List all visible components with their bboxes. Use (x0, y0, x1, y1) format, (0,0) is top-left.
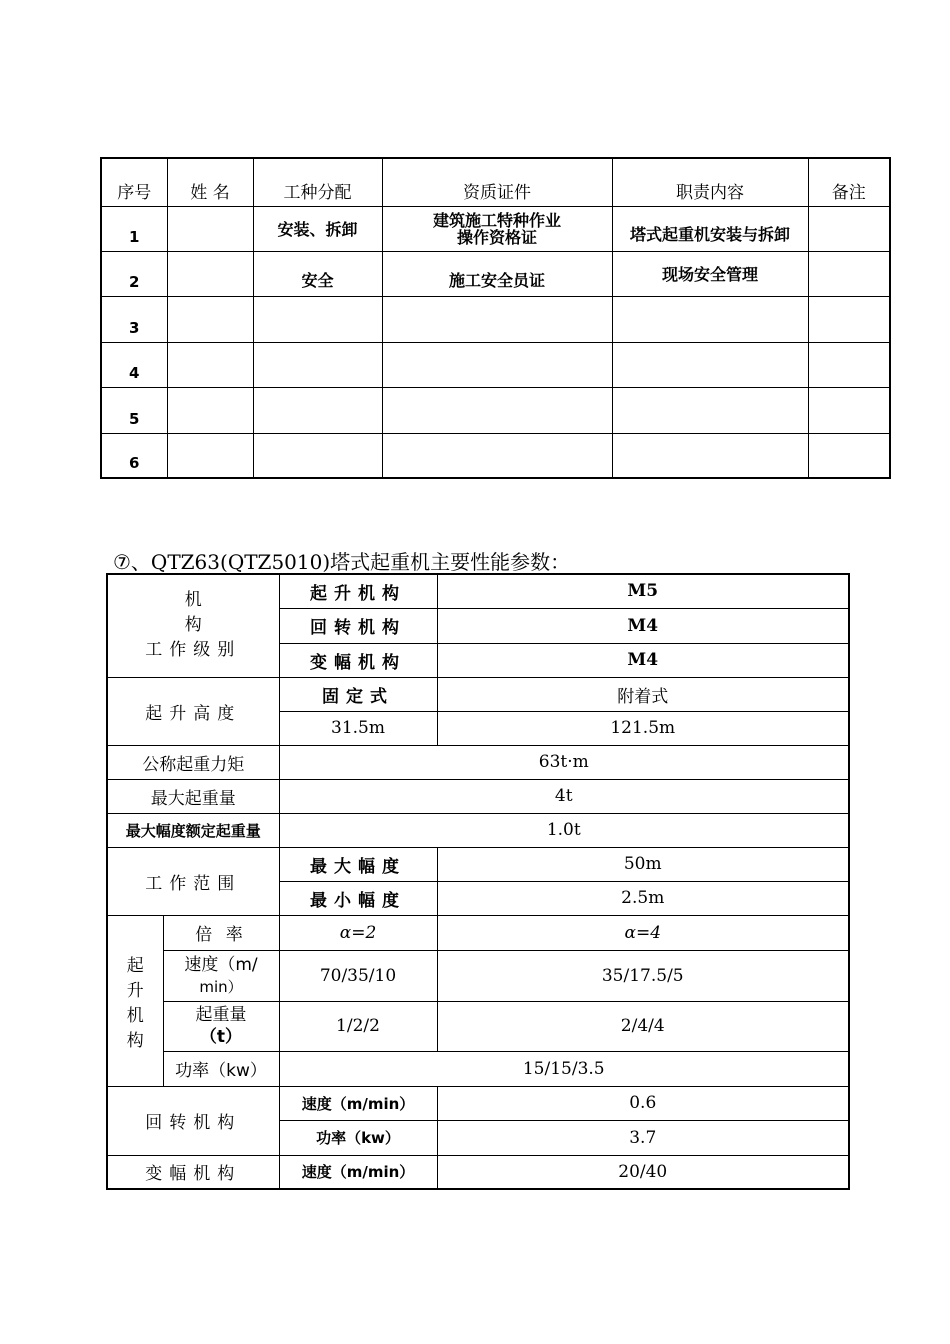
row-cert (382, 342, 612, 387)
work-class-label (107, 574, 279, 677)
hoist-speed-row (107, 950, 849, 1001)
table-row (101, 387, 890, 433)
cert-line1: 建筑施工特种作业 (432, 210, 561, 230)
hoist-power-label: 功率（kw） (163, 1051, 279, 1086)
min-radius-value: 2.5m (437, 881, 849, 915)
nominal-moment-value: 63t·m (279, 745, 849, 779)
row-job: 安装、拆卸 (253, 206, 382, 251)
row-duty (612, 433, 808, 478)
slewing-power-label: 功率（kw） (279, 1120, 437, 1155)
hoist-power-row (107, 1051, 849, 1086)
row-job (253, 387, 382, 433)
hoist-power-value: 15/15/3.5 (279, 1051, 849, 1086)
luffing-speed-value: 20/40 (437, 1155, 849, 1189)
row-name (167, 342, 253, 387)
work-class-label-line2: 工作级别 (145, 640, 242, 661)
max-radius-load-label: 最大幅度额定起重量 (107, 813, 279, 847)
max-radius-value: 50m (437, 847, 849, 881)
luffing-mech-label: 变幅机构 (279, 643, 437, 677)
fixed-type-label: 固定式 (279, 677, 437, 711)
row-name (167, 387, 253, 433)
cert-line2: 操作资格证 (456, 227, 537, 247)
ratio-b-value: α=4 (437, 915, 849, 950)
attached-type-label: 附着式 (437, 677, 849, 711)
row-duty: 现场安全管理 (612, 251, 808, 296)
row-cert (382, 433, 612, 478)
row-number: 6 (101, 433, 167, 478)
max-radius-load-row (107, 813, 849, 847)
row-cert (382, 387, 612, 433)
lift-height-row (107, 677, 849, 711)
nominal-moment-label: 公称起重力矩 (107, 745, 279, 779)
hoist-load-label (163, 1001, 279, 1051)
table-header-row (101, 158, 890, 206)
row-cert (382, 206, 612, 251)
lift-height-label: 起升高度 (107, 677, 279, 745)
header-cert: 资质证件 (382, 158, 612, 206)
luffing-label: 变幅机构 (107, 1155, 279, 1189)
row-job: 安全 (253, 251, 382, 296)
hoist-group-char: 起 (126, 955, 144, 976)
row-name (167, 433, 253, 478)
row-duty (612, 296, 808, 342)
header-note: 备注 (808, 158, 890, 206)
hoist-load-row (107, 1001, 849, 1051)
row-duty (612, 387, 808, 433)
row-number: 1 (101, 206, 167, 251)
row-cert (382, 296, 612, 342)
table-row (101, 296, 890, 342)
hoist-load-a-value: 1/2/2 (279, 1001, 437, 1051)
row-cert: 施工安全员证 (382, 251, 612, 296)
hoisting-mech-label: 起升机构 (279, 574, 437, 608)
slewing-mech-value: M4 (437, 608, 849, 643)
max-load-value: 4t (279, 779, 849, 813)
working-range-row (107, 847, 849, 881)
slewing-speed-value: 0.6 (437, 1086, 849, 1120)
slewing-mech-label: 回转机构 (279, 608, 437, 643)
row-duty: 塔式起重机安装与拆卸 (612, 206, 808, 251)
slewing-speed-row (107, 1086, 849, 1120)
row-note (808, 433, 890, 478)
min-radius-label: 最小幅度 (279, 881, 437, 915)
working-range-label: 工作范围 (107, 847, 279, 915)
row-name (167, 296, 253, 342)
slewing-speed-label: 速度（m/min） (279, 1086, 437, 1120)
ratio-a-value: α=2 (279, 915, 437, 950)
header-job: 工种分配 (253, 158, 382, 206)
ratio-label: 倍 率 (163, 915, 279, 950)
row-name (167, 251, 253, 296)
section-heading: ⑦、QTZ63(QTZ5010)塔式起重机主要性能参数： (113, 550, 571, 574)
personnel-table (100, 157, 891, 479)
hoist-group-char: 升 (126, 980, 144, 1001)
hoist-group-char: 机 (126, 1005, 144, 1026)
row-number: 4 (101, 342, 167, 387)
hoist-group-char: 构 (126, 1030, 144, 1051)
row-number: 3 (101, 296, 167, 342)
row-number: 2 (101, 251, 167, 296)
row-note (808, 206, 890, 251)
nominal-moment-row (107, 745, 849, 779)
hoist-load-b-value: 2/4/4 (437, 1001, 849, 1051)
table-row (101, 342, 890, 387)
row-number: 5 (101, 387, 167, 433)
attached-height-value: 121.5m (437, 711, 849, 745)
row-job (253, 342, 382, 387)
header-duty: 职责内容 (612, 158, 808, 206)
table-row (101, 433, 890, 478)
row-note (808, 251, 890, 296)
max-radius-label: 最大幅度 (279, 847, 437, 881)
luffing-speed-row (107, 1155, 849, 1189)
header-seq: 序号 (101, 158, 167, 206)
hoist-speed-a-value: 70/35/10 (279, 950, 437, 1001)
header-name: 姓 名 (167, 158, 253, 206)
fixed-height-value: 31.5m (279, 711, 437, 745)
table-row (101, 206, 890, 251)
max-load-row (107, 779, 849, 813)
luffing-mech-value: M4 (437, 643, 849, 677)
hoisting-mech-value: M5 (437, 574, 849, 608)
row-name (167, 206, 253, 251)
work-class-label-line1: 机 构 (184, 590, 262, 636)
slewing-label: 回转机构 (107, 1086, 279, 1155)
hoist-group-label (107, 915, 163, 1086)
luffing-speed-label: 速度（m/min） (279, 1155, 437, 1189)
hoist-load-label-line1: 起重量 (195, 1005, 247, 1025)
max-load-label: 最大起重量 (107, 779, 279, 813)
row-note (808, 342, 890, 387)
hoist-ratio-row (107, 915, 849, 950)
hoist-speed-label-line2: min） (199, 977, 243, 996)
row-note (808, 387, 890, 433)
row-job (253, 433, 382, 478)
hoist-speed-b-value: 35/17.5/5 (437, 950, 849, 1001)
hoist-load-label-line2: （t） (199, 1027, 243, 1047)
table-row (101, 251, 890, 296)
work-class-row (107, 574, 849, 608)
max-radius-load-value: 1.0t (279, 813, 849, 847)
hoist-speed-label-line1: 速度（m/ (184, 954, 258, 975)
row-note (808, 296, 890, 342)
row-duty (612, 342, 808, 387)
hoist-speed-label (163, 950, 279, 1001)
slewing-power-value: 3.7 (437, 1120, 849, 1155)
crane-parameters-table (106, 573, 850, 1190)
row-job (253, 296, 382, 342)
